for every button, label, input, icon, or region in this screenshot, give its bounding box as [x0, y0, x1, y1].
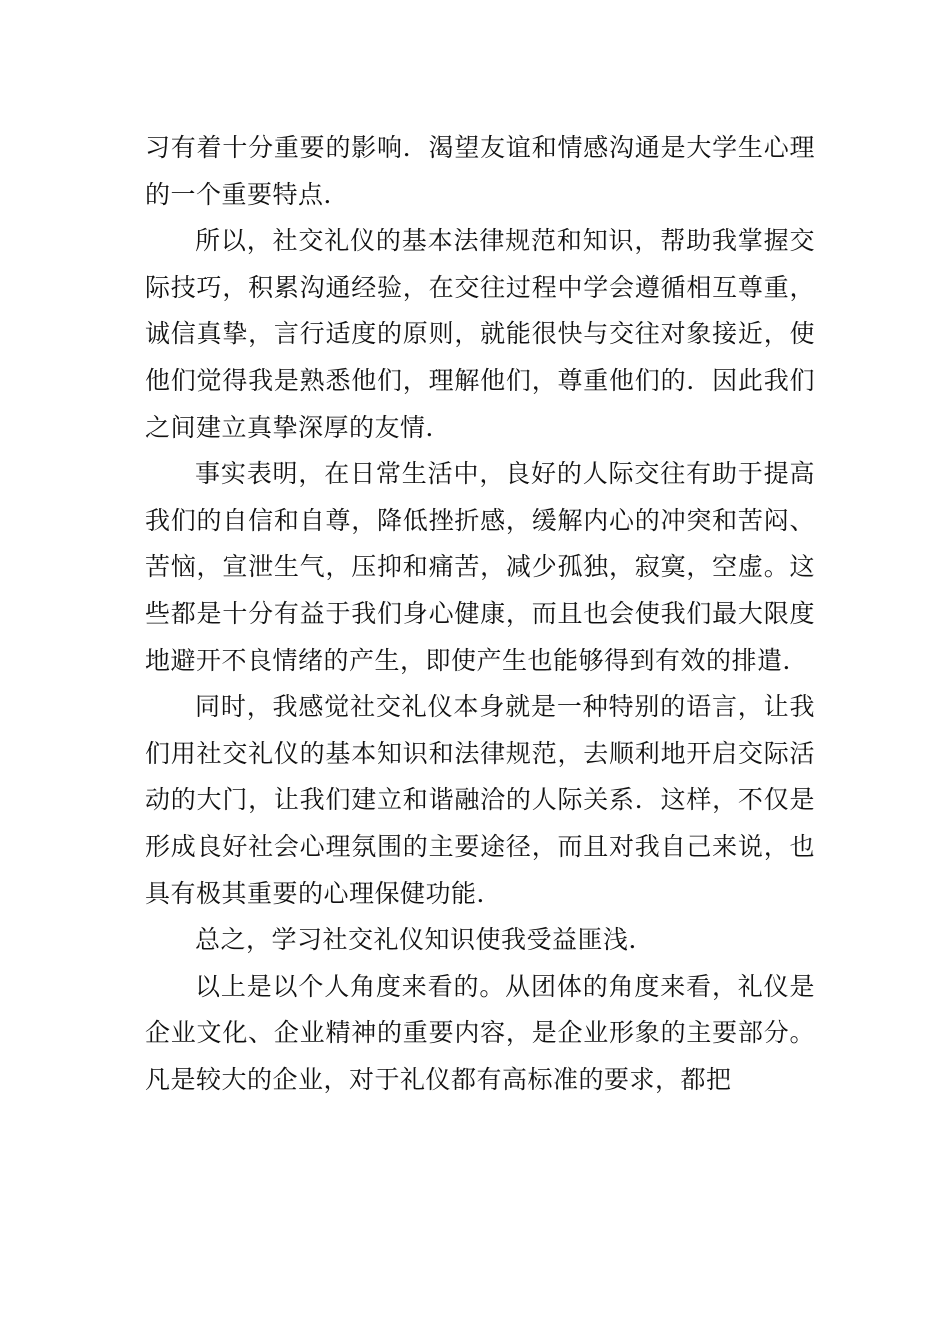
paragraph-conclusion: 总之，学习社交礼仪知识使我受益匪浅． — [195, 925, 655, 955]
paragraph-interpersonal-benefits: 事实表明，在日常生活中，良好的人际交往有助于提高我们的自信和自尊，降低挫折感，缓解内心的冲突和苦闷、苦恼，宣泄生气，压抑和痛苦，减少孤独，寂寞，空虚。这些都是十分有益于我们身心健康，而且也会使我们最大限度地避开不良情绪的产生，即使产生也能够得到有效的排遣． — [145, 459, 815, 675]
document-body — [145, 125, 815, 1103]
paragraph-etiquette-as-language: 同时，我感觉社交礼仪本身就是一种特别的语言，让我们用社交礼仪的基本知识和法律规范，去顺利地开启交际活动的大门，让我们建立和谐融洽的人际关系．这样，不仅是形成良好社会心理氛围的主要途径，而且对我自己来说，也具有极其重要的心理保健功能． — [145, 692, 815, 908]
paragraph-continuation: 习有着十分重要的影响．渴望友谊和情感沟通是大学生心理的一个重要特点． — [145, 133, 815, 209]
paragraph-group-perspective: 以上是以个人角度来看的。从团体的角度来看，礼仪是企业文化、企业精神的重要内容，是企业形象的主要部分。凡是较大的企业，对于礼仪都有高标准的要求，都把 — [145, 971, 815, 1094]
paragraph-social-etiquette-skills: 所以，社交礼仪的基本法律规范和知识，帮助我掌握交际技巧，积累沟通经验，在交往过程中学会遵循相互尊重，诚信真挚，言行适度的原则，就能很快与交往对象接近，使他们觉得我是熟悉他们，理解他们，尊重他们的．因此我们之间建立真挚深厚的友情． — [145, 226, 815, 442]
